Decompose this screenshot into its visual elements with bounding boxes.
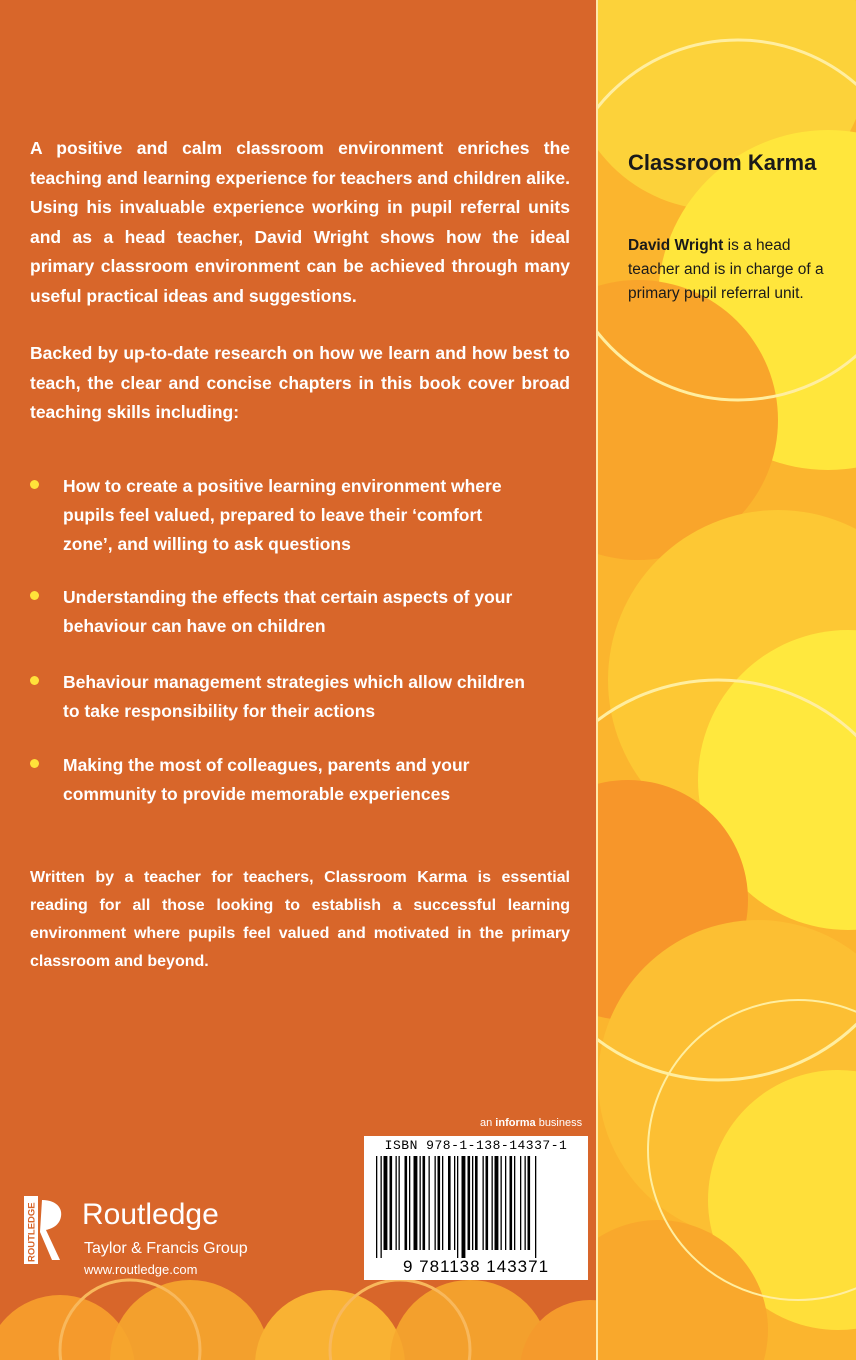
routledge-r-mark bbox=[40, 1200, 61, 1260]
barcode-bars bbox=[372, 1156, 580, 1258]
side-circles-art bbox=[598, 0, 856, 1360]
author-bio-text: is a head teacher and is in charge of a primary pupil referral unit. bbox=[628, 237, 824, 302]
side-panel bbox=[598, 0, 856, 1360]
bullet-dot-icon bbox=[30, 676, 39, 685]
ean-number: 9 781138 143371 bbox=[402, 1257, 550, 1276]
bullet-text: Making the most of colleagues, parents and your community to provide memorable experiences bbox=[63, 755, 470, 804]
bullet-dot-icon bbox=[30, 759, 39, 768]
intro-paragraph: A positive and calm classroom environment enriches the teaching and learning experience for teachers and children alike. Using his invaluable experience working in pupil referral units and as a head teacher, David Wright shows how the ideal primary classroom environment can be achieved through many useful practical ideas and suggestions. bbox=[30, 138, 570, 306]
informa-tagline bbox=[480, 1117, 582, 1129]
publisher-name: Routledge bbox=[82, 1198, 219, 1231]
bullet-text: Understanding the effects that certain aspects of your behaviour can have on children bbox=[63, 587, 513, 636]
routledge-logo bbox=[24, 1196, 70, 1264]
author-bio bbox=[628, 234, 838, 306]
research-paragraph: Backed by up-to-date research on how we learn and how best to teach, the clear and concise chapters in this book cover broad teaching skills including: bbox=[30, 343, 570, 422]
author-name: David Wright bbox=[628, 237, 724, 254]
bullet-text: Behaviour management strategies which allow children to take responsibility for their actions bbox=[63, 672, 525, 721]
bullet-dot-icon bbox=[30, 591, 39, 600]
bullet-text: How to create a positive learning environment where pupils feel valued, prepared to leave their ‘comfort zone’, and willing to ask questions bbox=[63, 476, 502, 554]
isbn-label: ISBN 978-1-138-14337-1 bbox=[384, 1138, 568, 1153]
informa-suffix: business bbox=[535, 1117, 583, 1129]
publisher-group: Taylor & Francis Group bbox=[84, 1240, 248, 1257]
publisher-url[interactable]: www.routledge.com bbox=[84, 1262, 198, 1277]
logo-wordmark: ROUTLEDGE bbox=[26, 1202, 38, 1262]
closing-paragraph: Written by a teacher for teachers, Classroom Karma is essential reading for all those looking to establish a successful learning environment where pupils feel valued and motivated in the primary classroom and beyond. bbox=[30, 869, 570, 970]
bullet-dot-icon bbox=[30, 480, 39, 489]
isbn-barcode bbox=[364, 1136, 588, 1280]
informa-brand: informa bbox=[495, 1117, 536, 1129]
book-title: Classroom Karma bbox=[628, 150, 817, 175]
informa-prefix: an bbox=[480, 1117, 496, 1129]
